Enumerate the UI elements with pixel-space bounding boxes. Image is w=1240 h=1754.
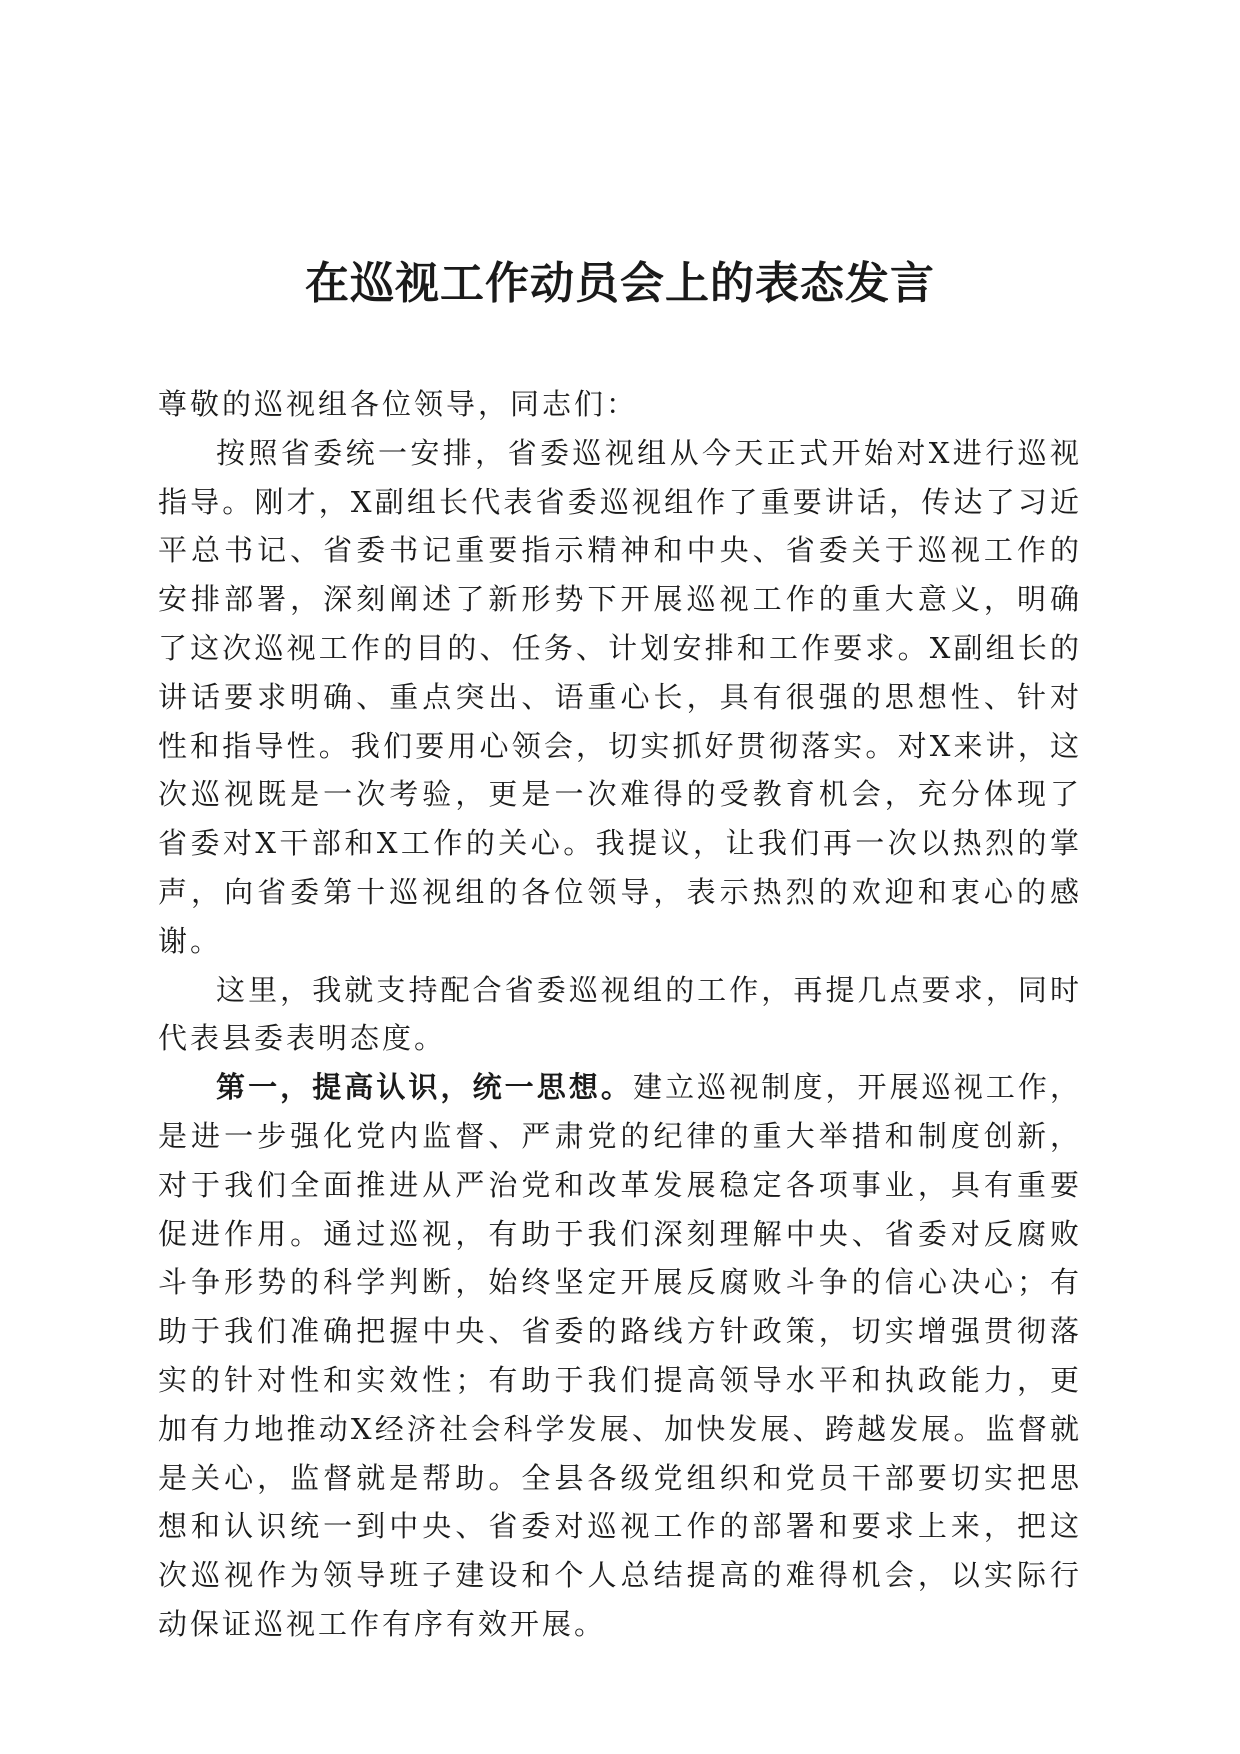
- section-one-text: 建立巡视制度，开展巡视工作，是进一步强化党内监督、严肃党的纪律的重大举措和制度创新，对于我们全面推进从严治党和改革发展稳定各项事业，具有重要促进作用。通过巡视，有助于我们深刻理解中央、省委对反腐败斗争形势的科学判断，始终坚定开展反腐败斗争的信心决心；有助于我们准确把握中央、省委的路线方针政策，切实增强贯彻落实的针对性和实效性；有助于我们提高领导水平和执政能力，更加有力地推动X经济社会科学发展、加快发展、跨越发展。监督就是关心，监督就是帮助。全县各级党组织和党员干部要切实把思想和认识统一到中央、省委对巡视工作的部署和要求上来，把这次巡视作为领导班子建设和个人总结提高的难得机会，以实际行动保证巡视工作有序有效开展。: [158, 1070, 1082, 1641]
- document-body: [158, 380, 1082, 1649]
- salutation: 尊敬的巡视组各位领导，同志们：: [158, 387, 639, 421]
- paragraph-intro: 按照省委统一安排，省委巡视组从今天正式开始对X进行巡视指导。刚才，X副组长代表省委巡视组作了重要讲话，传达了习近平总书记、省委书记重要指示精神和中央、省委关于巡视工作的安排部署，深刻阐述了新形势下开展巡视工作的重大意义，明确了这次巡视工作的目的、任务、计划安排和工作要求。X副组长的讲话要求明确、重点突出、语重心长，具有很强的思想性、针对性和指导性。我们要用心领会，切实抓好贯彻落实。对X来讲，这次巡视既是一次考验，更是一次难得的受教育机会，充分体现了省委对X干部和X工作的关心。我提议，让我们再一次以热烈的掌声，向省委第十巡视组的各位领导，表示热烈的欢迎和衷心的感谢。: [158, 435, 1082, 958]
- paragraph-transition: 这里，我就支持配合省委巡视组的工作，再提几点要求，同时代表县委表明态度。: [158, 972, 1082, 1056]
- section-one-heading: 第一，提高认识，统一思想。: [216, 1070, 633, 1105]
- section-one-paragraph: [158, 1063, 1082, 1649]
- document-title: 在巡视工作动员会上的表态发言: [305, 258, 935, 309]
